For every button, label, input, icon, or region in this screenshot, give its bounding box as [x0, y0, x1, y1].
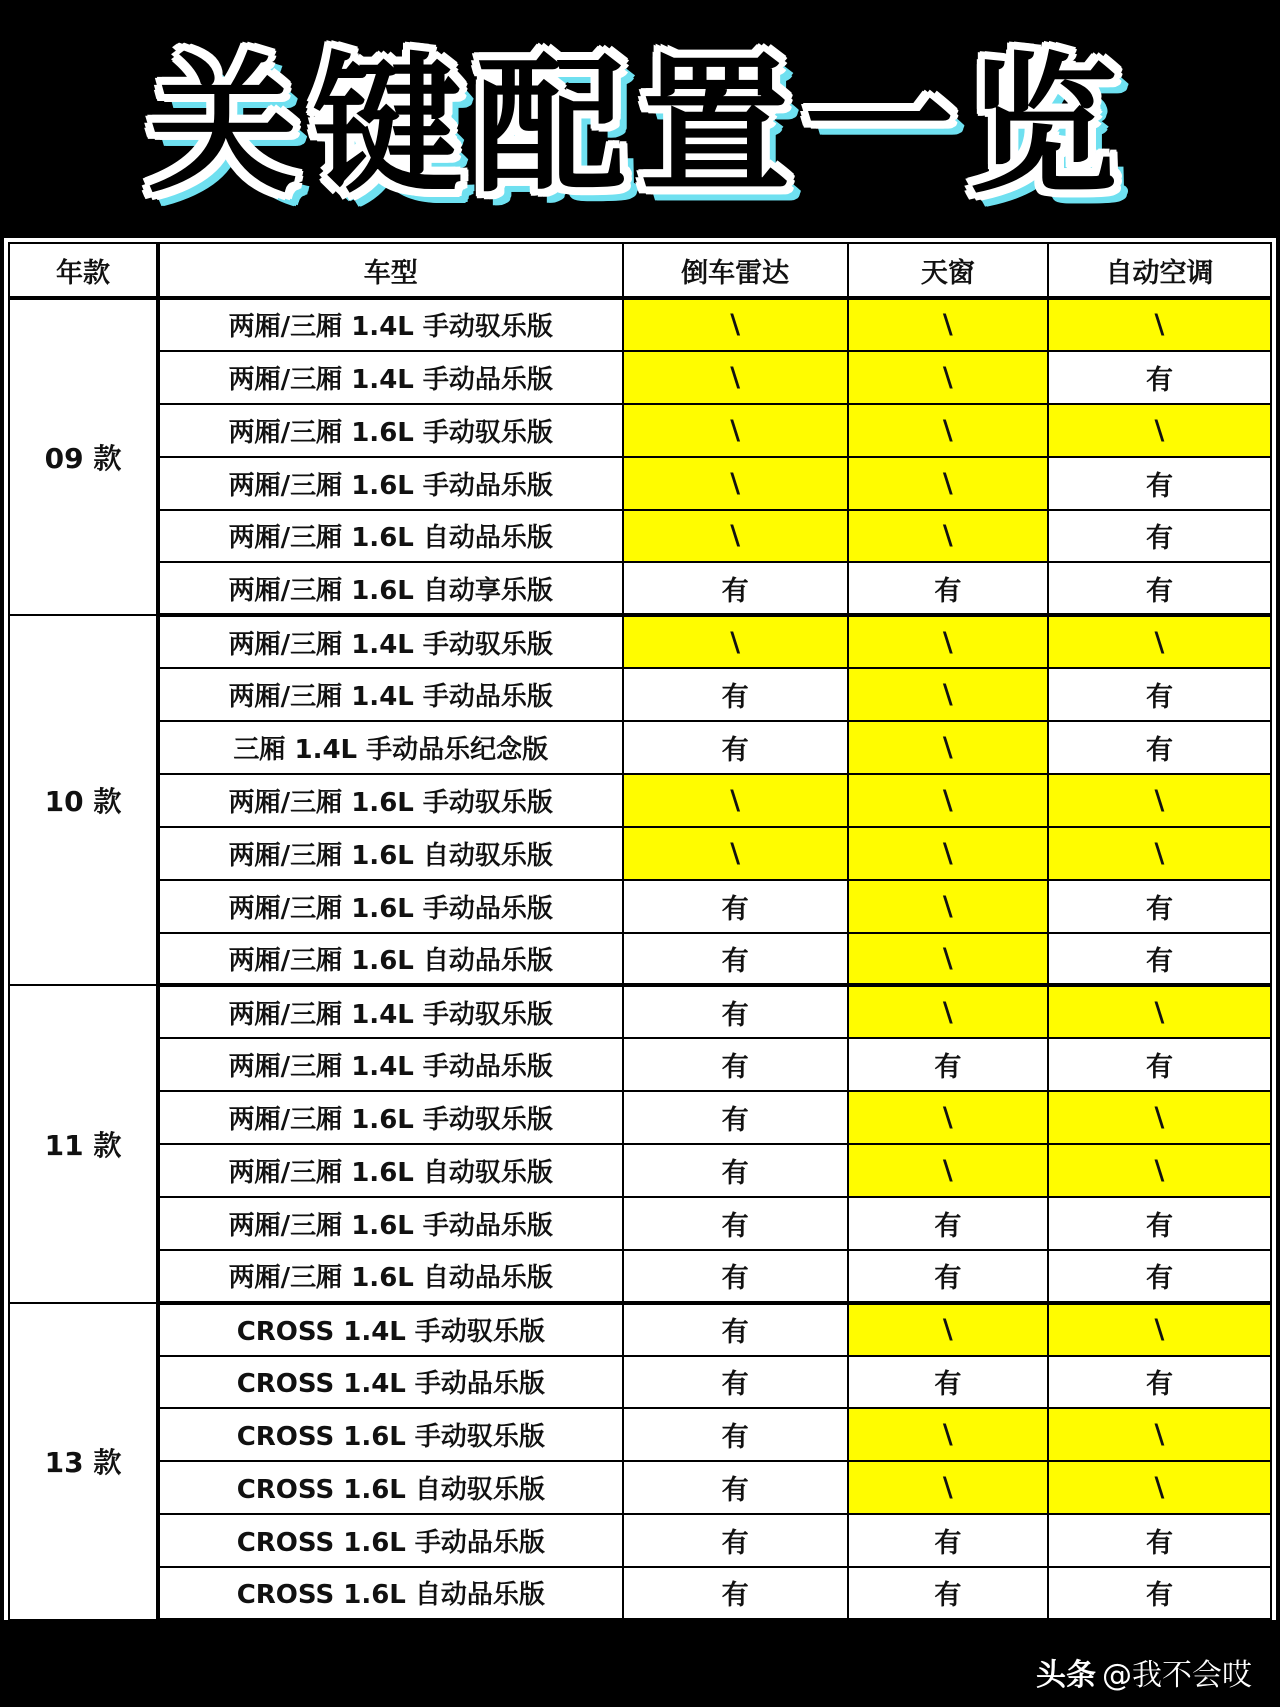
table-body	[9, 298, 1271, 1620]
cell-auto-ac: 有	[1048, 457, 1271, 510]
model-cell: 两厢/三厢 1.4L 手动驭乐版	[158, 298, 623, 351]
cell-reverse-radar: \	[623, 404, 848, 457]
cell-sunroof: \	[848, 1461, 1048, 1514]
table-row	[9, 510, 1271, 563]
year-cell: 11 款	[9, 985, 158, 1302]
cell-auto-ac: \	[1048, 1144, 1271, 1197]
cell-auto-ac: 有	[1048, 668, 1271, 721]
cell-sunroof: \	[848, 827, 1048, 880]
cell-reverse-radar: 有	[623, 1144, 848, 1197]
cell-sunroof: \	[848, 933, 1048, 986]
cell-sunroof: \	[848, 880, 1048, 933]
cell-auto-ac: 有	[1048, 1356, 1271, 1409]
cell-reverse-radar: 有	[623, 1567, 848, 1620]
cell-auto-ac: \	[1048, 985, 1271, 1038]
cell-reverse-radar: 有	[623, 985, 848, 1038]
header-model: 车型	[158, 243, 623, 298]
header-sunroof: 天窗	[848, 243, 1048, 298]
cell-reverse-radar: 有	[623, 1356, 848, 1409]
model-cell: 两厢/三厢 1.4L 手动品乐版	[158, 351, 623, 404]
model-cell: 两厢/三厢 1.6L 手动驭乐版	[158, 1091, 623, 1144]
cell-sunroof: \	[848, 985, 1048, 1038]
model-cell: 两厢/三厢 1.4L 手动品乐版	[158, 1038, 623, 1091]
model-cell: 两厢/三厢 1.6L 手动品乐版	[158, 880, 623, 933]
model-cell: 两厢/三厢 1.6L 手动驭乐版	[158, 404, 623, 457]
cell-sunroof: \	[848, 774, 1048, 827]
cell-auto-ac: \	[1048, 1303, 1271, 1356]
cell-sunroof: \	[848, 721, 1048, 774]
table-row	[9, 1091, 1271, 1144]
cell-reverse-radar: 有	[623, 562, 848, 615]
header-reverse-radar: 倒车雷达	[623, 243, 848, 298]
model-cell: 两厢/三厢 1.6L 自动品乐版	[158, 510, 623, 563]
config-table	[8, 242, 1272, 1622]
cell-auto-ac: \	[1048, 615, 1271, 668]
table-row	[9, 1197, 1271, 1250]
cell-reverse-radar: \	[623, 298, 848, 351]
header-year: 年款	[9, 243, 158, 298]
cell-sunroof: \	[848, 1091, 1048, 1144]
model-cell: 两厢/三厢 1.4L 手动品乐版	[158, 668, 623, 721]
model-cell: 两厢/三厢 1.6L 手动品乐版	[158, 457, 623, 510]
cell-auto-ac: 有	[1048, 1514, 1271, 1567]
table-row	[9, 1567, 1271, 1620]
cell-reverse-radar: \	[623, 351, 848, 404]
model-cell: 两厢/三厢 1.6L 自动品乐版	[158, 1250, 623, 1303]
cell-auto-ac: \	[1048, 404, 1271, 457]
model-cell: 两厢/三厢 1.6L 手动品乐版	[158, 1197, 623, 1250]
cell-reverse-radar: 有	[623, 1408, 848, 1461]
cell-reverse-radar: 有	[623, 933, 848, 986]
cell-sunroof: \	[848, 457, 1048, 510]
cell-sunroof: \	[848, 510, 1048, 563]
cell-reverse-radar: \	[623, 827, 848, 880]
cell-reverse-radar: \	[623, 457, 848, 510]
table-row	[9, 827, 1271, 880]
cell-auto-ac: 有	[1048, 721, 1271, 774]
cell-auto-ac: 有	[1048, 510, 1271, 563]
cell-sunroof: 有	[848, 1567, 1048, 1620]
model-cell: CROSS 1.6L 自动品乐版	[158, 1567, 623, 1620]
table-row	[9, 1038, 1271, 1091]
table-row	[9, 1461, 1271, 1514]
table-row	[9, 985, 1271, 1038]
table-row	[9, 298, 1271, 351]
table-row	[9, 1408, 1271, 1461]
cell-sunroof: \	[848, 1144, 1048, 1197]
cell-auto-ac: 有	[1048, 1250, 1271, 1303]
model-cell: 两厢/三厢 1.6L 自动品乐版	[158, 933, 623, 986]
brand-label: 头条	[1036, 1658, 1096, 1693]
model-cell: 两厢/三厢 1.4L 手动驭乐版	[158, 615, 623, 668]
table-row	[9, 1144, 1271, 1197]
cell-sunroof: \	[848, 298, 1048, 351]
cell-sunroof: 有	[848, 1356, 1048, 1409]
table-row	[9, 668, 1271, 721]
cell-auto-ac: 有	[1048, 933, 1271, 986]
table-row	[9, 774, 1271, 827]
page-title: 关键配置一览	[147, 40, 1132, 214]
table-row	[9, 1514, 1271, 1567]
model-cell: CROSS 1.6L 自动驭乐版	[158, 1461, 623, 1514]
cell-auto-ac: 有	[1048, 1197, 1271, 1250]
year-cell: 09 款	[9, 298, 158, 615]
cell-reverse-radar: 有	[623, 1514, 848, 1567]
cell-sunroof: \	[848, 351, 1048, 404]
cell-sunroof: \	[848, 1408, 1048, 1461]
model-cell: 两厢/三厢 1.6L 手动驭乐版	[158, 774, 623, 827]
cell-auto-ac: 有	[1048, 1567, 1271, 1620]
cell-reverse-radar: \	[623, 510, 848, 563]
cell-reverse-radar: 有	[623, 880, 848, 933]
model-cell: 两厢/三厢 1.4L 手动驭乐版	[158, 985, 623, 1038]
cell-reverse-radar: 有	[623, 1250, 848, 1303]
cell-reverse-radar: \	[623, 615, 848, 668]
table-row	[9, 721, 1271, 774]
cell-sunroof: 有	[848, 1514, 1048, 1567]
table-row	[9, 457, 1271, 510]
model-cell: 三厢 1.4L 手动品乐纪念版	[158, 721, 623, 774]
cell-auto-ac: 有	[1048, 880, 1271, 933]
cell-auto-ac: 有	[1048, 1038, 1271, 1091]
table-row	[9, 1303, 1271, 1356]
footer-bar	[0, 1620, 1280, 1707]
table-row	[9, 404, 1271, 457]
model-cell: 两厢/三厢 1.6L 自动驭乐版	[158, 1144, 623, 1197]
cell-reverse-radar: 有	[623, 721, 848, 774]
cell-auto-ac: \	[1048, 1461, 1271, 1514]
cell-reverse-radar: 有	[623, 1197, 848, 1250]
cell-sunroof: 有	[848, 1038, 1048, 1091]
table-row	[9, 1356, 1271, 1409]
model-cell: CROSS 1.4L 手动驭乐版	[158, 1303, 623, 1356]
table-header-row	[9, 243, 1271, 298]
cell-sunroof: \	[848, 668, 1048, 721]
cell-auto-ac: \	[1048, 774, 1271, 827]
table-row	[9, 933, 1271, 986]
year-cell: 13 款	[9, 1303, 158, 1620]
year-cell: 10 款	[9, 615, 158, 985]
cell-reverse-radar: \	[623, 774, 848, 827]
author-handle: @我不会哎	[1102, 1658, 1252, 1693]
cell-auto-ac: \	[1048, 827, 1271, 880]
table-row	[9, 880, 1271, 933]
model-cell: CROSS 1.6L 手动驭乐版	[158, 1408, 623, 1461]
table-row	[9, 1250, 1271, 1303]
cell-reverse-radar: 有	[623, 1461, 848, 1514]
model-cell: CROSS 1.4L 手动品乐版	[158, 1356, 623, 1409]
cell-sunroof: 有	[848, 562, 1048, 615]
cell-reverse-radar: 有	[623, 1303, 848, 1356]
cell-reverse-radar: 有	[623, 1038, 848, 1091]
title-banner	[0, 0, 1280, 236]
table-row	[9, 351, 1271, 404]
model-cell: 两厢/三厢 1.6L 自动驭乐版	[158, 827, 623, 880]
table-row	[9, 615, 1271, 668]
cell-auto-ac: \	[1048, 1091, 1271, 1144]
cell-sunroof: 有	[848, 1197, 1048, 1250]
cell-sunroof: \	[848, 1303, 1048, 1356]
cell-reverse-radar: 有	[623, 668, 848, 721]
cell-auto-ac: 有	[1048, 351, 1271, 404]
cell-reverse-radar: 有	[623, 1091, 848, 1144]
cell-auto-ac: \	[1048, 298, 1271, 351]
watermark-credit	[1036, 1650, 1252, 1694]
table-row	[9, 562, 1271, 615]
model-cell: 两厢/三厢 1.6L 自动享乐版	[158, 562, 623, 615]
cell-auto-ac: 有	[1048, 562, 1271, 615]
cell-sunroof: 有	[848, 1250, 1048, 1303]
cell-auto-ac: \	[1048, 1408, 1271, 1461]
header-auto-ac: 自动空调	[1048, 243, 1271, 298]
config-table-container	[4, 238, 1276, 1620]
cell-sunroof: \	[848, 615, 1048, 668]
model-cell: CROSS 1.6L 手动品乐版	[158, 1514, 623, 1567]
cell-sunroof: \	[848, 404, 1048, 457]
